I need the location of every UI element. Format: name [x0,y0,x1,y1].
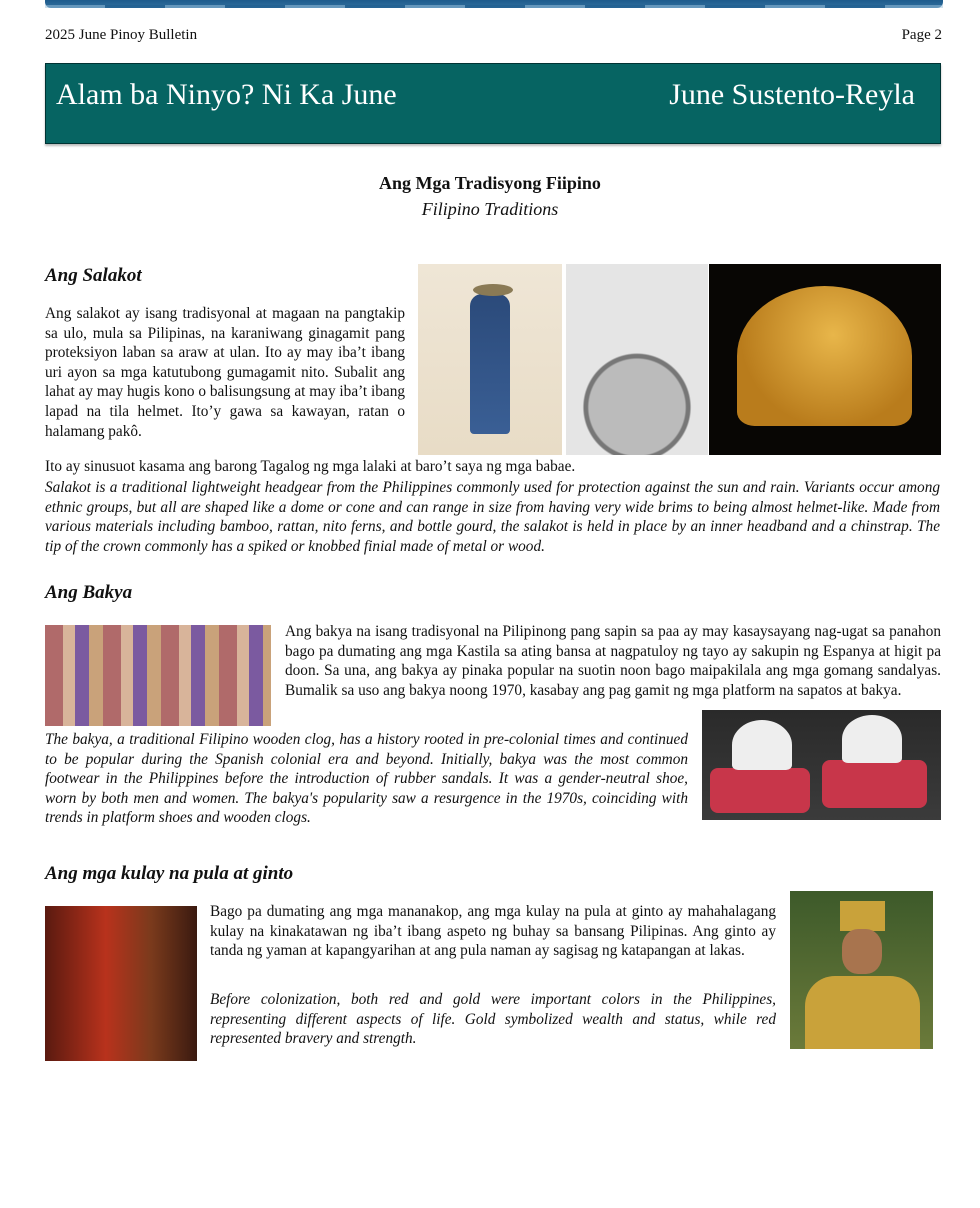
section-heading-salakot: Ang Salakot [45,265,142,286]
bakya-clogs-image [702,710,941,820]
column-title: Alam ba Ninyo? Ni Ka June [56,78,397,111]
salakot-illustration-image [418,264,562,455]
salakot-photo-bw-image [566,264,708,455]
red-costume-dancer-image [45,906,197,1061]
salakot-gourd-photo-image [709,264,941,455]
header-wave-decoration [45,0,943,8]
bakya-english: The bakya, a traditional Filipino wooden clog, has a history rooted in pre-colonial times and continued to be popular during the Spanish colonial era and beyond. Initially, bakya was the most common footwear in the Philippines before the introduction of rubber sandals. It was a gender-neutral shoe, worn by both men and women. The bakya's popularity saw a resurgence in the 1970s, coinciding with trends in platform shoes and wooden clogs. [45,731,688,827]
article-title: Ang Mga Tradisyong Fiipino [379,173,601,193]
gold-warrior-image [790,891,933,1049]
salakot-tagalog-2: Ito ay sinusuot kasama ang barong Tagalog ng mga lalaki at baro’t saya ng mga babae. [45,458,576,475]
column-banner [45,63,941,144]
bakya-shelf-image [45,625,271,726]
colors-tagalog: Bago pa dumating ang mga mananakop, ang mga kulay na pula at ginto ay mahahalagang kulay na kinakatawan ng iba’t ibang aspeto ng buhay sa bansang Pilipinas. Ang ginto ay tanda ng yaman at kapangyarihan at ang pula naman ay sagisag ng katapangan at lakas. [210,903,776,960]
colors-english: Before colonization, both red and gold were important colors in the Philippines, representing different aspects of life. Gold symbolized wealth and status, while red represented bravery and strength. [210,991,776,1048]
column-author: June Sustento-Reyla [669,78,915,111]
section-heading-colors: Ang mga kulay na pula at ginto [45,863,294,884]
bakya-tagalog: Ang bakya na isang tradisyonal na Pilipinong pang sapin sa paa ay may kasaysayang nag-ugat sa panahon bago pa dumating ang mga Kastila sa ating bansa at nagpatuloy ng tayo ay sakupin ng Espanya at higit pa doon. Sa una, ang bakya ay pinaka popular na suotin noon bago maipakilala ang mga gomang sandalyas. Bumalik sa uso ang bakya noong 1970, kasabay ang pag gamit ng mga platform na sapatos at bakya. [285,623,941,699]
publication-name: 2025 June Pinoy Bulletin [45,27,198,43]
article-subtitle: Filipino Traditions [421,199,559,219]
page-number: Page 2 [901,27,942,43]
section-heading-bakya: Ang Bakya [45,582,133,603]
salakot-tagalog: Ang salakot ay isang tradisyonal at magaan na pangtakip sa ulo, mula sa Pilipinas, na karaniwang ginagamit pang proteksiyon laban sa araw at ulan. Ito ay may iba’t ibang uri ayon sa mga katutubong gumagamit nito. Subalit ang lahat ay may hugis kono o balisungsung at may iba’t ibang lapad na tila helmet. Ito’y gawa sa kawayan, ratan o halamang pakô. [45,305,405,440]
salakot-english: Salakot is a traditional lightweight headgear from the Philippines commonly used for protection against the sun and rain. Variants occur among ethnic groups, but all are shaped like a dome or cone and can range in size from having very wide brims to being almost helmet-like. Made from various materials including bamboo, rattan, nito ferns, and bottle gourd, the salakot is held in place by an inner headband and a chinstrap. The tip of the crown commonly has a spiked or knobbed finial made of metal or wood. [45,479,940,555]
